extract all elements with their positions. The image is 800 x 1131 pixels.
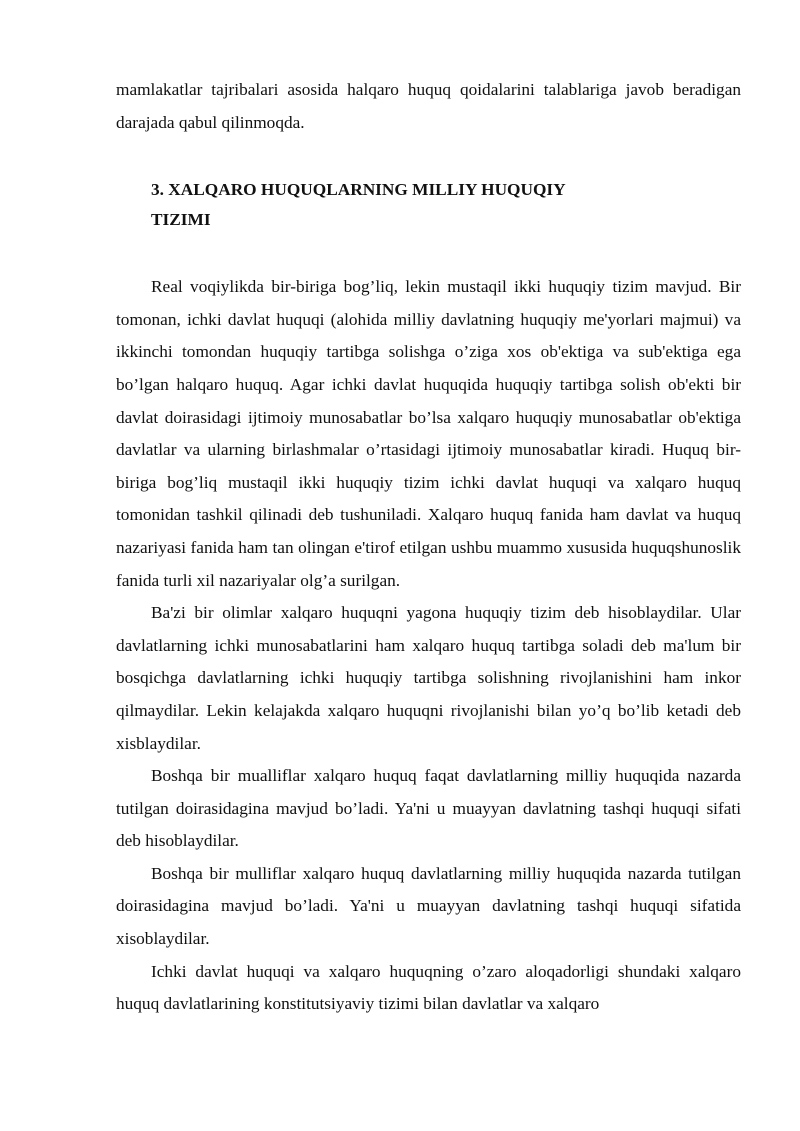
section-heading-line-1: 3. XALQARO HUQUQLARNING MILLIY HUQUQIY (151, 180, 566, 200)
section-heading-line-2: TIZIMI (151, 210, 211, 230)
body-paragraph-5: Ichki davlat huquqi va xalqaro huquqning o’zaro aloqadorligi shundaki xalqaro huquq davlatlarining konstitutsiyaviy tizimi bilan davlatlar va xalqaro (116, 961, 741, 1014)
intro-paragraph: mamlakatlar tajribalari asosida halqaro huquq qoidalarini talablariga javob beradigan darajada qabul qilinmoqda. (116, 80, 741, 132)
document-page (116, 74, 741, 1021)
body-paragraph-2: Ba'zi bir olimlar xalqaro huquqni yagona huquqiy tizim deb hisoblaydilar. Ular davlatlarning ichki munosabatlarini ham xalqaro huquq tartibga soladi deb ma'lum bir bosqichga davlatlarning ichki huquqiy tartibga solishning rivojlanishini ham inkor qilmaydilar. Lekin kelajakda xalqaro huquqni rivojlanishi bilan yo’q bo’lib ketadi deb xisblaydilar. (116, 603, 741, 753)
section-heading (151, 175, 621, 235)
body-paragraph-3: Boshqa bir mualliflar xalqaro huquq faqat davlatlarning milliy huquqida nazarda tutilgan doirasidagina mavjud bo’ladi. Ya'ni u muayyan davlatning tashqi huquqi sifati deb hisoblaydilar. (116, 766, 741, 851)
body-paragraph-4: Boshqa bir mulliflar xalqaro huquq davlatlarning milliy huquqida nazarda tutilgan doirasidagina mavjud bo’ladi. Ya'ni u muayyan davlatning tashqi huquqi sifatida xisoblaydilar. (116, 863, 741, 949)
body-paragraph-1: Real voqiylikda bir-biriga bog’liq, lekin mustaqil ikki huquqiy tizim mavjud. Bir tomonan, ichki davlat huquqi (alohida milliy davlatning huquqiy me'yorlari majmui) va ikkinchi tomondan huquqiy tartibga solishga o’ziga xos ob'ektiga va sub'ektiga ega bo’lgan halqaro huquq. Agar ichki davlat huquqida huquqiy tartibga solish ob'ekti bir davlat doirasidagi ijtimoiy munosabatlar bo’lsa xalqaro huquqiy munosabatlar ob'ektiga davlatlar va ularning birlashmalar o’rtasidagi ijtimoiy munosabatlar kiradi. Huquq bir-biriga bog’liq mustaqil ikki huquqiy tizim ichki davlat huquqi va xalqaro huquq tomonidan tashkil qilinadi deb tushuniladi. Xalqaro huquq fanida ham davlat va huquq nazariyasi fanida ham tan olingan e'tirof etilgan ushbu muammo xususida huquqshunoslik fanida turli xil nazariyalar olg’a surilgan. (116, 277, 741, 590)
